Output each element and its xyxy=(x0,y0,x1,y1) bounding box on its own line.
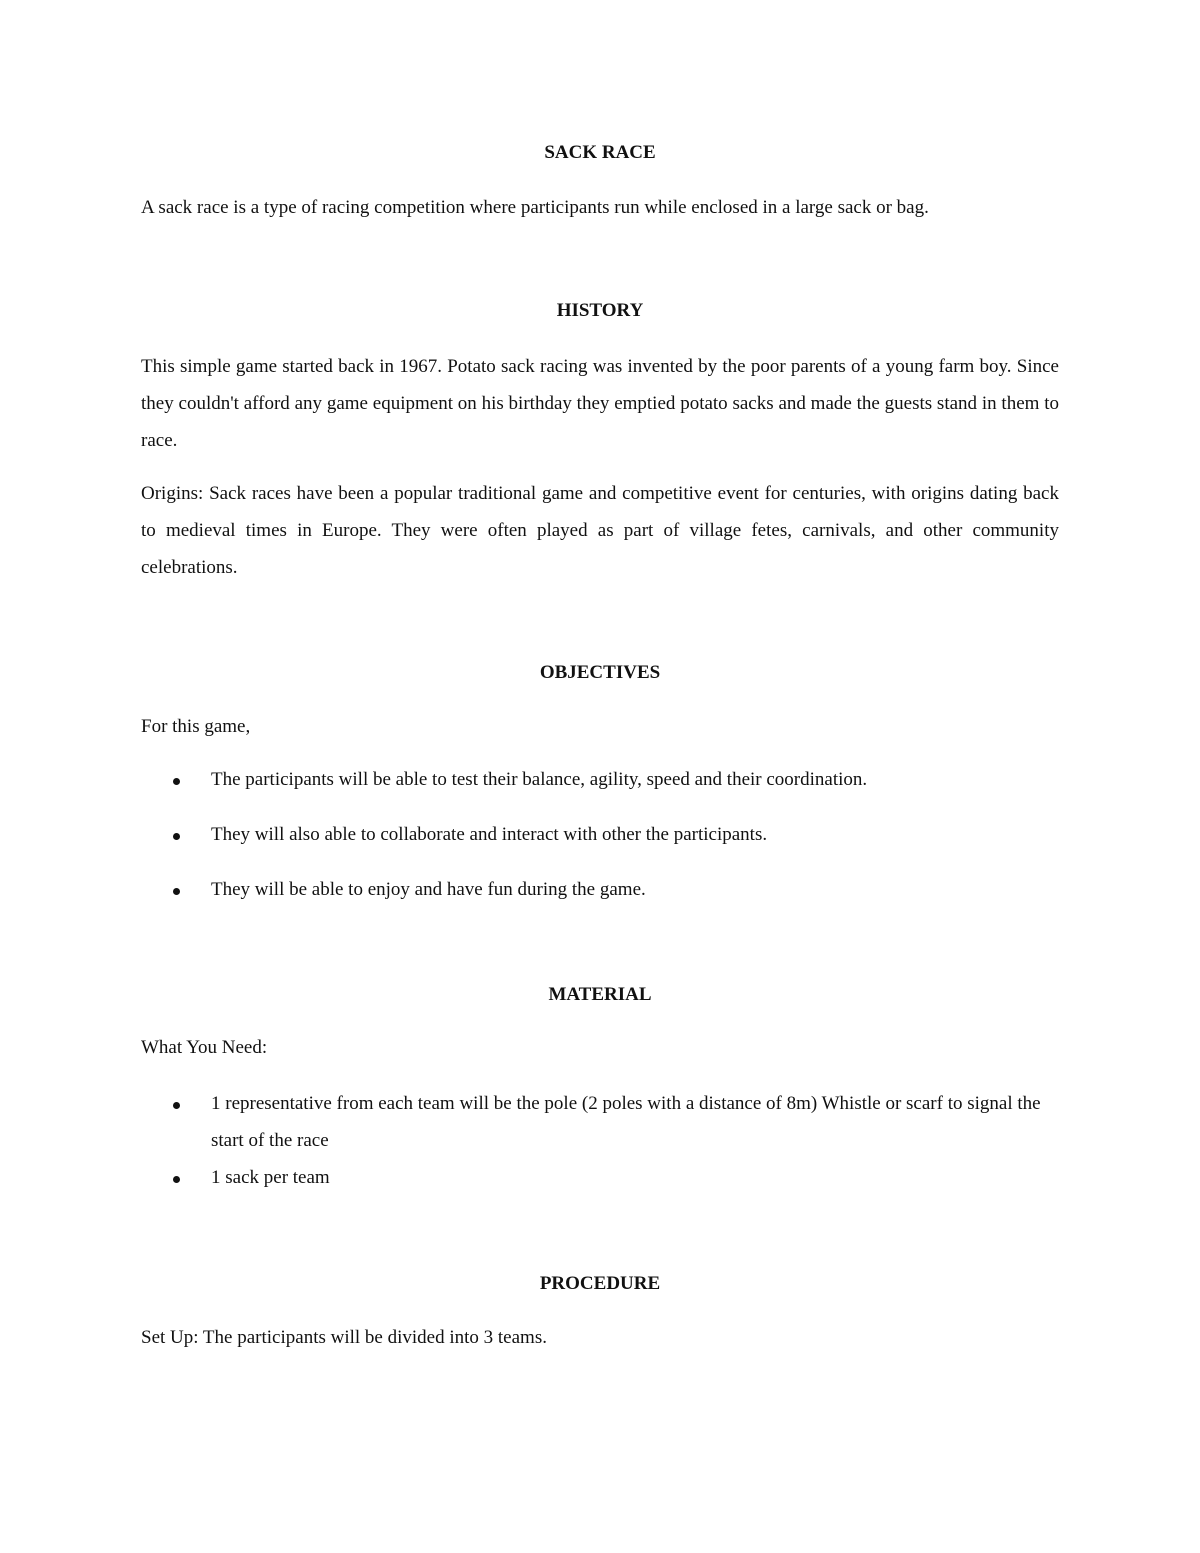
procedure-heading: PROCEDURE xyxy=(539,1273,661,1294)
history-paragraph-2: Origins: Sack races have been a popular traditional game and competitive event for centuries, with origins dating back to medieval times in Europe. They were often played as part of village fetes, carnivals, and other community celebrations. xyxy=(141,483,1059,578)
material-item-1: 1 representative from each team will be the pole (2 poles with a distance of 8m) Whistle or scarf to signal the start of the race xyxy=(211,1093,1041,1151)
bullet-icon xyxy=(173,886,183,896)
bullet-icon xyxy=(173,831,183,841)
objectives-item-2: They will also able to collaborate and interact with other the participants. xyxy=(211,824,768,845)
history-heading: HISTORY xyxy=(556,300,644,321)
bullet-icon xyxy=(173,776,183,786)
objectives-item-3: They will be able to enjoy and have fun during the game. xyxy=(211,879,646,900)
intro-paragraph: A sack race is a type of racing competition where participants run while enclosed in a large sack or bag. xyxy=(141,197,929,218)
objectives-intro: For this game, xyxy=(141,716,251,737)
objectives-item-1: The participants will be able to test their balance, agility, speed and their coordination. xyxy=(211,769,868,790)
material-item-2: 1 sack per team xyxy=(211,1167,330,1188)
material-intro: What You Need: xyxy=(141,1037,268,1058)
material-heading: MATERIAL xyxy=(548,984,652,1005)
bullet-icon xyxy=(173,1100,183,1110)
bullet-icon xyxy=(173,1174,183,1184)
objectives-heading: OBJECTIVES xyxy=(539,662,661,683)
procedure-setup: Set Up: The participants will be divided into 3 teams. xyxy=(141,1327,547,1348)
history-paragraph-1: This simple game started back in 1967. Potato sack racing was invented by the poor parents of a young farm boy. Since they couldn't afford any game equipment on his birthday they emptied potato sacks and made the guests stand in them to race. xyxy=(141,356,1059,451)
document-title: SACK RACE xyxy=(544,142,656,163)
